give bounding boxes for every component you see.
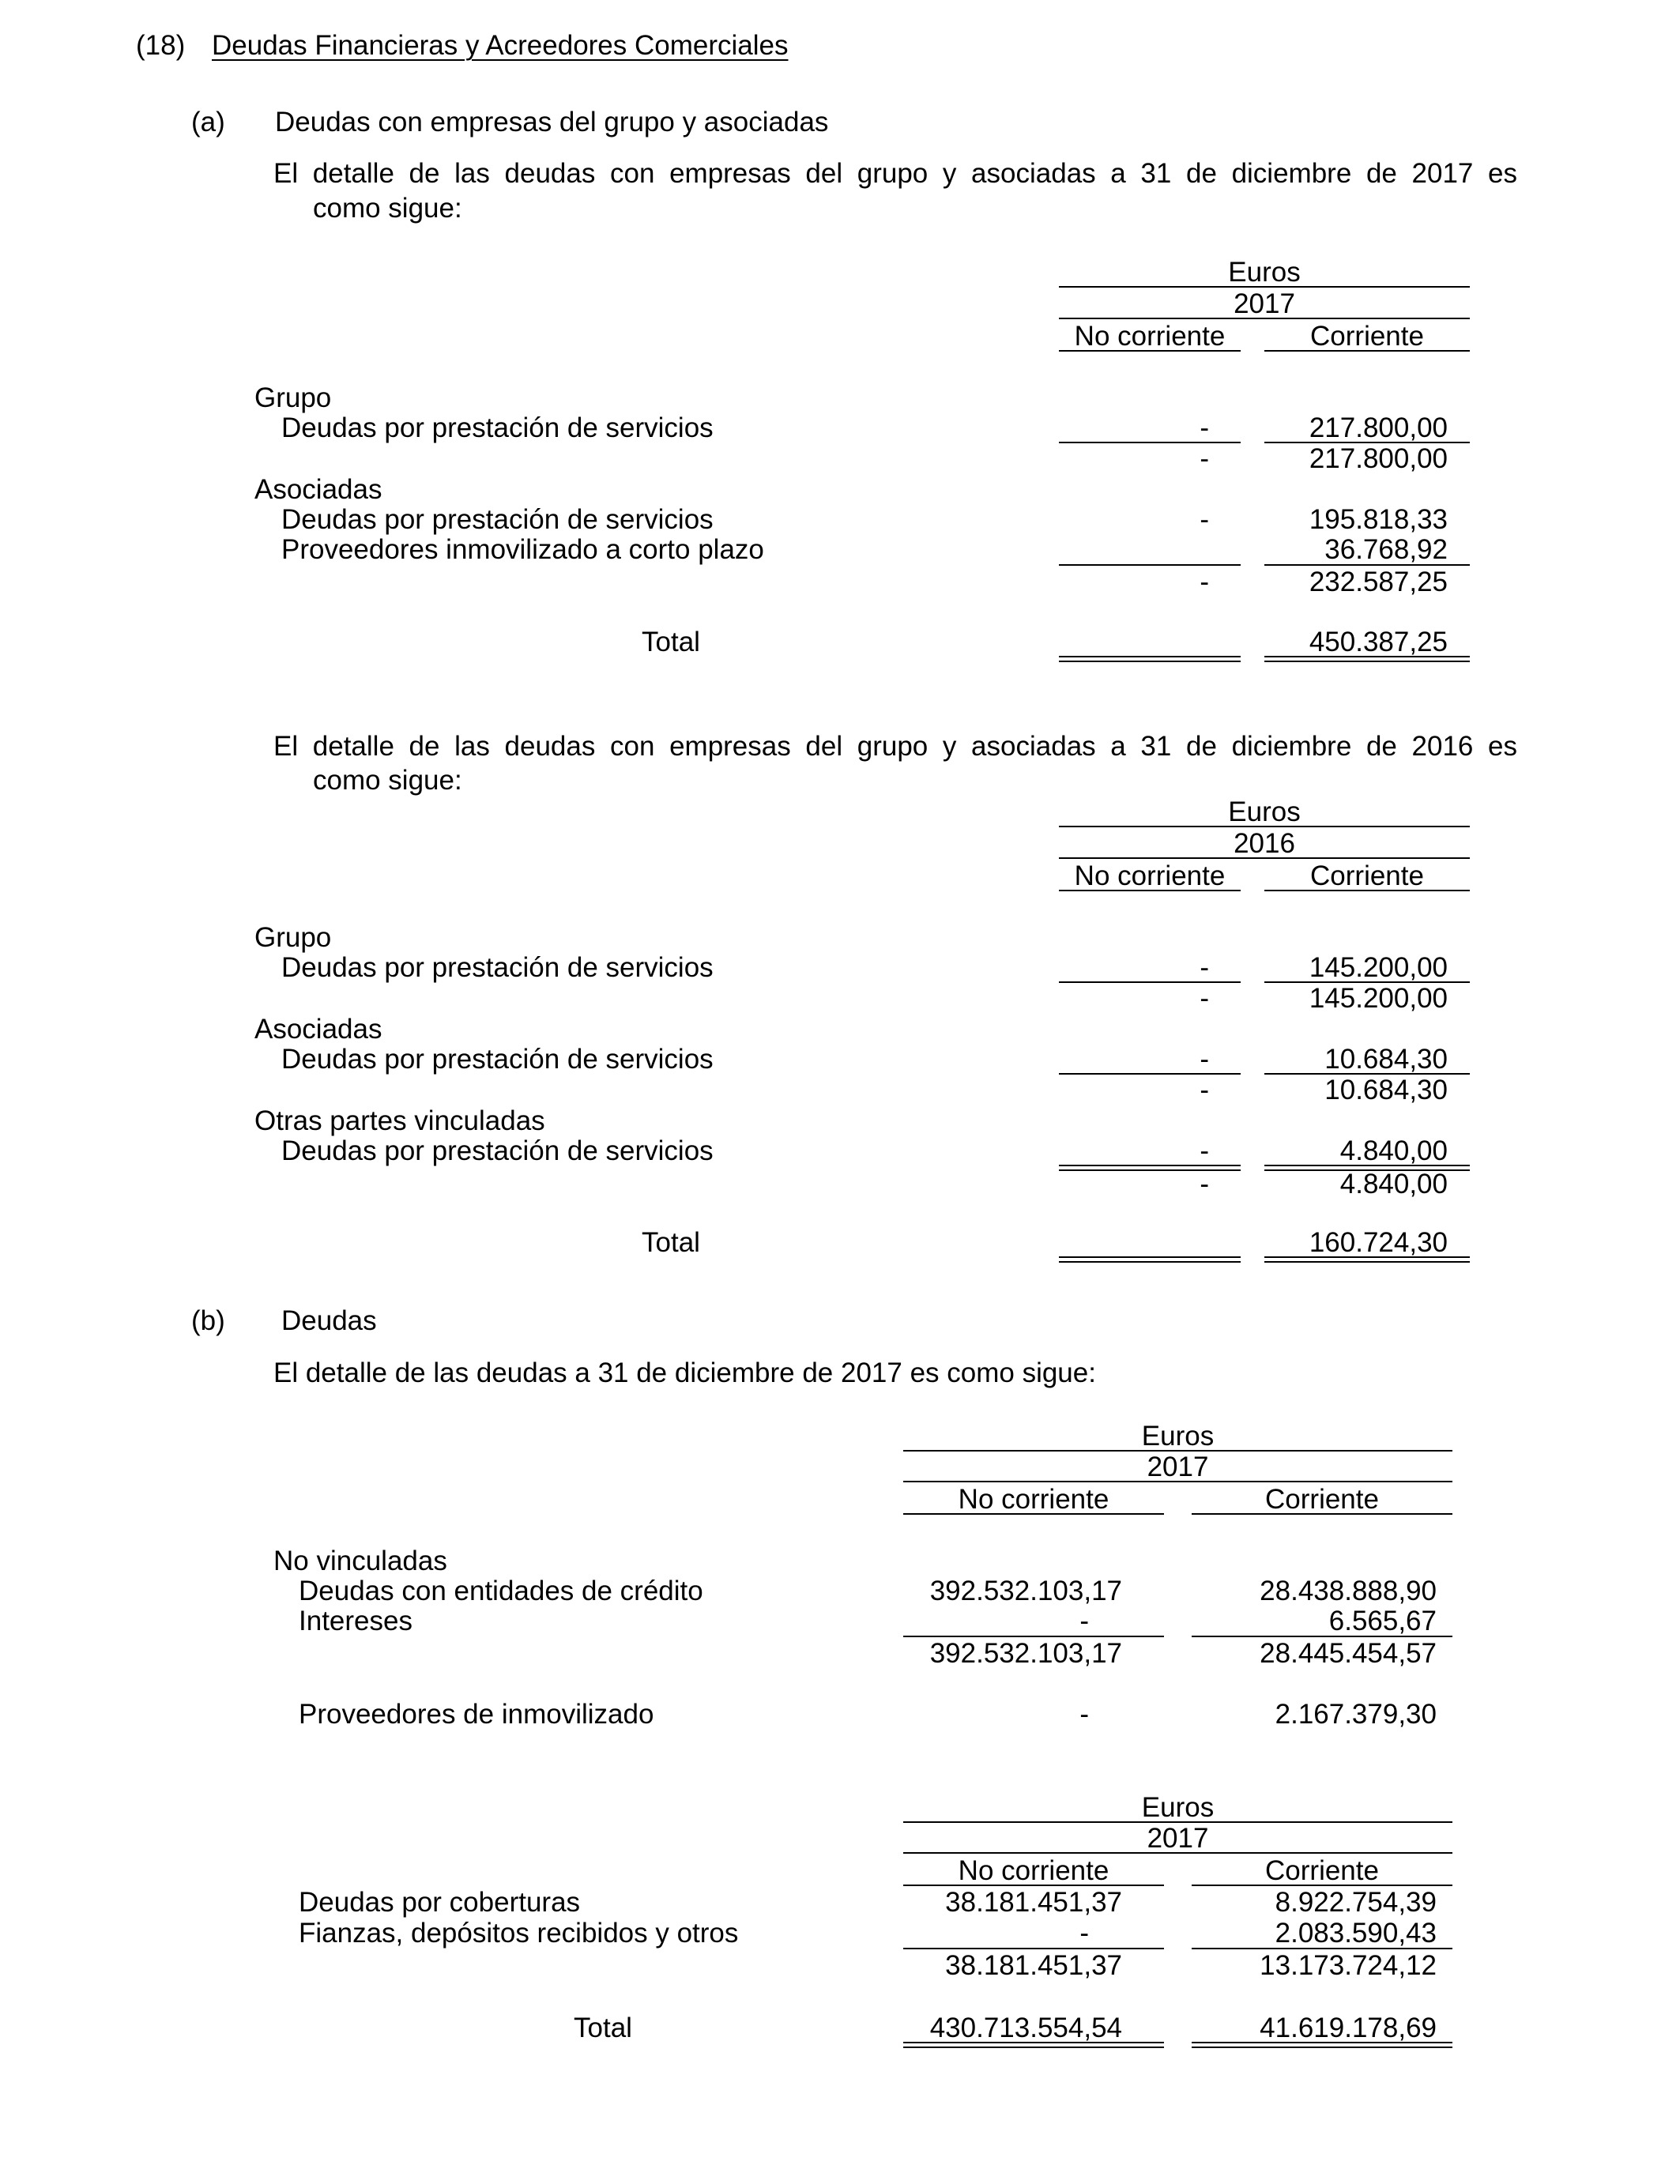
cell-current: 195.818,33 — [1309, 504, 1448, 535]
rule — [903, 1885, 1164, 1886]
cell-noncurrent: 392.532.103,17 — [929, 1576, 1122, 1606]
table-a2016-currency: Euros — [1228, 796, 1301, 827]
cell-noncurrent: - — [1200, 952, 1209, 983]
rule — [903, 1852, 1452, 1854]
intro-2016-line1: El detalle de las deudas con empresas del grupo y asociadas a 31 de diciembre de 2016 es — [273, 731, 1517, 762]
double-rule — [1264, 656, 1470, 662]
subtotal-noncurrent: - — [1200, 567, 1209, 597]
cell-current: 36.768,92 — [1324, 534, 1448, 565]
table-a2017-currency: Euros — [1228, 257, 1301, 288]
intro-b: El detalle de las deudas a 31 de diciembre de 2017 es como sigue: — [273, 1357, 1096, 1388]
group-label: No vinculadas — [273, 1546, 447, 1576]
cell-noncurrent: 38.181.451,37 — [945, 1887, 1122, 1918]
subtotal-noncurrent: - — [1200, 983, 1209, 1014]
subtotal-current: 217.800,00 — [1309, 443, 1448, 474]
row-label: Fianzas, depósitos recibidos y otros — [299, 1918, 739, 1949]
group-label: Grupo — [254, 922, 332, 953]
total-label: Total — [642, 627, 700, 657]
total-label: Total — [642, 1227, 700, 1258]
rule — [1264, 890, 1470, 891]
cell-noncurrent: - — [1079, 1606, 1089, 1636]
row-label: Deudas con entidades de crédito — [299, 1576, 703, 1606]
double-rule — [1059, 1256, 1241, 1263]
table-a2017-year: 2017 — [1234, 288, 1295, 319]
double-rule — [903, 2042, 1164, 2048]
table-b2-currency: Euros — [1141, 1792, 1215, 1823]
row-label: Deudas por prestación de servicios — [281, 952, 714, 983]
cell-noncurrent: - — [1200, 412, 1209, 443]
rule — [1264, 564, 1470, 566]
rule — [1192, 1885, 1452, 1886]
cell-current: 2.083.590,43 — [1275, 1918, 1437, 1949]
total-noncurrent: 430.713.554,54 — [929, 2013, 1122, 2043]
cell-current: 217.800,00 — [1309, 412, 1448, 443]
subsection-b-letter: (b) — [191, 1305, 225, 1336]
total-label: Total — [574, 2013, 632, 2043]
subsection-a-title: Deudas con empresas del grupo y asociadas — [275, 107, 829, 137]
double-rule — [1059, 656, 1241, 662]
table-b1-col-current: Corriente — [1265, 1484, 1379, 1515]
rule — [1059, 826, 1470, 827]
section-number: (18) — [136, 30, 186, 61]
table-a2017-col-noncurrent: No corriente — [1074, 321, 1226, 352]
table-b1-col-noncurrent: No corriente — [958, 1484, 1109, 1515]
rule — [1059, 564, 1241, 566]
cell-noncurrent: - — [1200, 504, 1209, 535]
group-label: Otras partes vinculadas — [254, 1105, 545, 1136]
total-current: 160.724,30 — [1309, 1227, 1448, 1258]
rule — [1059, 318, 1470, 319]
subtotal-current: 13.173.724,12 — [1260, 1950, 1437, 1981]
subtotal-noncurrent: - — [1200, 1169, 1209, 1199]
table-a2016-col-current: Corriente — [1310, 860, 1424, 891]
subtotal-noncurrent: - — [1200, 1075, 1209, 1105]
group-label: Asociadas — [254, 474, 382, 505]
rule — [1192, 1948, 1452, 1949]
group-label: Grupo — [254, 382, 332, 413]
rule — [1192, 1636, 1452, 1637]
row-label: Deudas por prestación de servicios — [281, 1044, 714, 1075]
rule — [903, 1636, 1164, 1637]
subtotal-noncurrent: 392.532.103,17 — [929, 1638, 1122, 1669]
rule — [903, 1481, 1452, 1482]
cell-noncurrent: - — [1200, 1044, 1209, 1075]
row-label: Deudas por prestación de servicios — [281, 1135, 714, 1166]
cell-current: 28.438.888,90 — [1260, 1576, 1437, 1606]
group-label: Asociadas — [254, 1014, 382, 1045]
subtotal-current: 28.445.454,57 — [1260, 1638, 1437, 1669]
row-label: Deudas por prestación de servicios — [281, 504, 714, 535]
double-rule — [1264, 1256, 1470, 1263]
subsection-b-title: Deudas — [281, 1305, 377, 1336]
cell-current: 8.922.754,39 — [1275, 1887, 1437, 1918]
row-label: Deudas por coberturas — [299, 1887, 581, 1918]
section-title: Deudas Financieras y Acreedores Comerciales — [212, 30, 789, 61]
intro-2017-line2: como sigue: — [313, 193, 462, 224]
rule — [903, 1513, 1164, 1515]
subtotal-current: 232.587,25 — [1309, 567, 1448, 597]
cell-current: 6.565,67 — [1328, 1606, 1437, 1636]
rule — [1264, 350, 1470, 352]
table-b1-year: 2017 — [1147, 1452, 1209, 1482]
cell-noncurrent: - — [1079, 1699, 1089, 1730]
cell-noncurrent: - — [1079, 1918, 1089, 1949]
subsection-a-letter: (a) — [191, 107, 225, 137]
subtotal-noncurrent: - — [1200, 443, 1209, 474]
subtotal-current: 10.684,30 — [1324, 1075, 1448, 1105]
table-b2-col-noncurrent: No corriente — [958, 1855, 1109, 1886]
cell-current: 10.684,30 — [1324, 1044, 1448, 1075]
total-current: 450.387,25 — [1309, 627, 1448, 657]
rule — [903, 1948, 1164, 1949]
total-current: 41.619.178,69 — [1260, 2013, 1437, 2043]
subtotal-current: 4.840,00 — [1339, 1169, 1448, 1199]
intro-2016-line2: como sigue: — [313, 765, 462, 796]
table-b2-col-current: Corriente — [1265, 1855, 1379, 1886]
rule — [1192, 1513, 1452, 1515]
rule — [1059, 350, 1241, 352]
row-label: Proveedores de inmovilizado — [299, 1699, 654, 1730]
double-rule — [1192, 2042, 1452, 2048]
row-label: Intereses — [299, 1606, 412, 1636]
cell-current: 2.167.379,30 — [1275, 1699, 1437, 1730]
rule — [1059, 286, 1470, 288]
intro-2017-line1: El detalle de las deudas con empresas del grupo y asociadas a 31 de diciembre de 2017 es — [273, 158, 1517, 189]
cell-noncurrent: - — [1200, 1135, 1209, 1166]
row-label: Deudas por prestación de servicios — [281, 412, 714, 443]
cell-current: 4.840,00 — [1339, 1135, 1448, 1166]
rule — [1059, 857, 1470, 859]
row-label: Proveedores inmovilizado a corto plazo — [281, 534, 764, 565]
subtotal-current: 145.200,00 — [1309, 983, 1448, 1014]
rule — [1059, 890, 1241, 891]
cell-current: 145.200,00 — [1309, 952, 1448, 983]
table-a2016-col-noncurrent: No corriente — [1074, 860, 1226, 891]
table-b1-currency: Euros — [1141, 1421, 1215, 1452]
subtotal-noncurrent: 38.181.451,37 — [945, 1950, 1122, 1981]
table-a2016-year: 2016 — [1234, 828, 1295, 859]
table-b2-year: 2017 — [1147, 1823, 1209, 1854]
table-a2017-col-current: Corriente — [1310, 321, 1424, 352]
